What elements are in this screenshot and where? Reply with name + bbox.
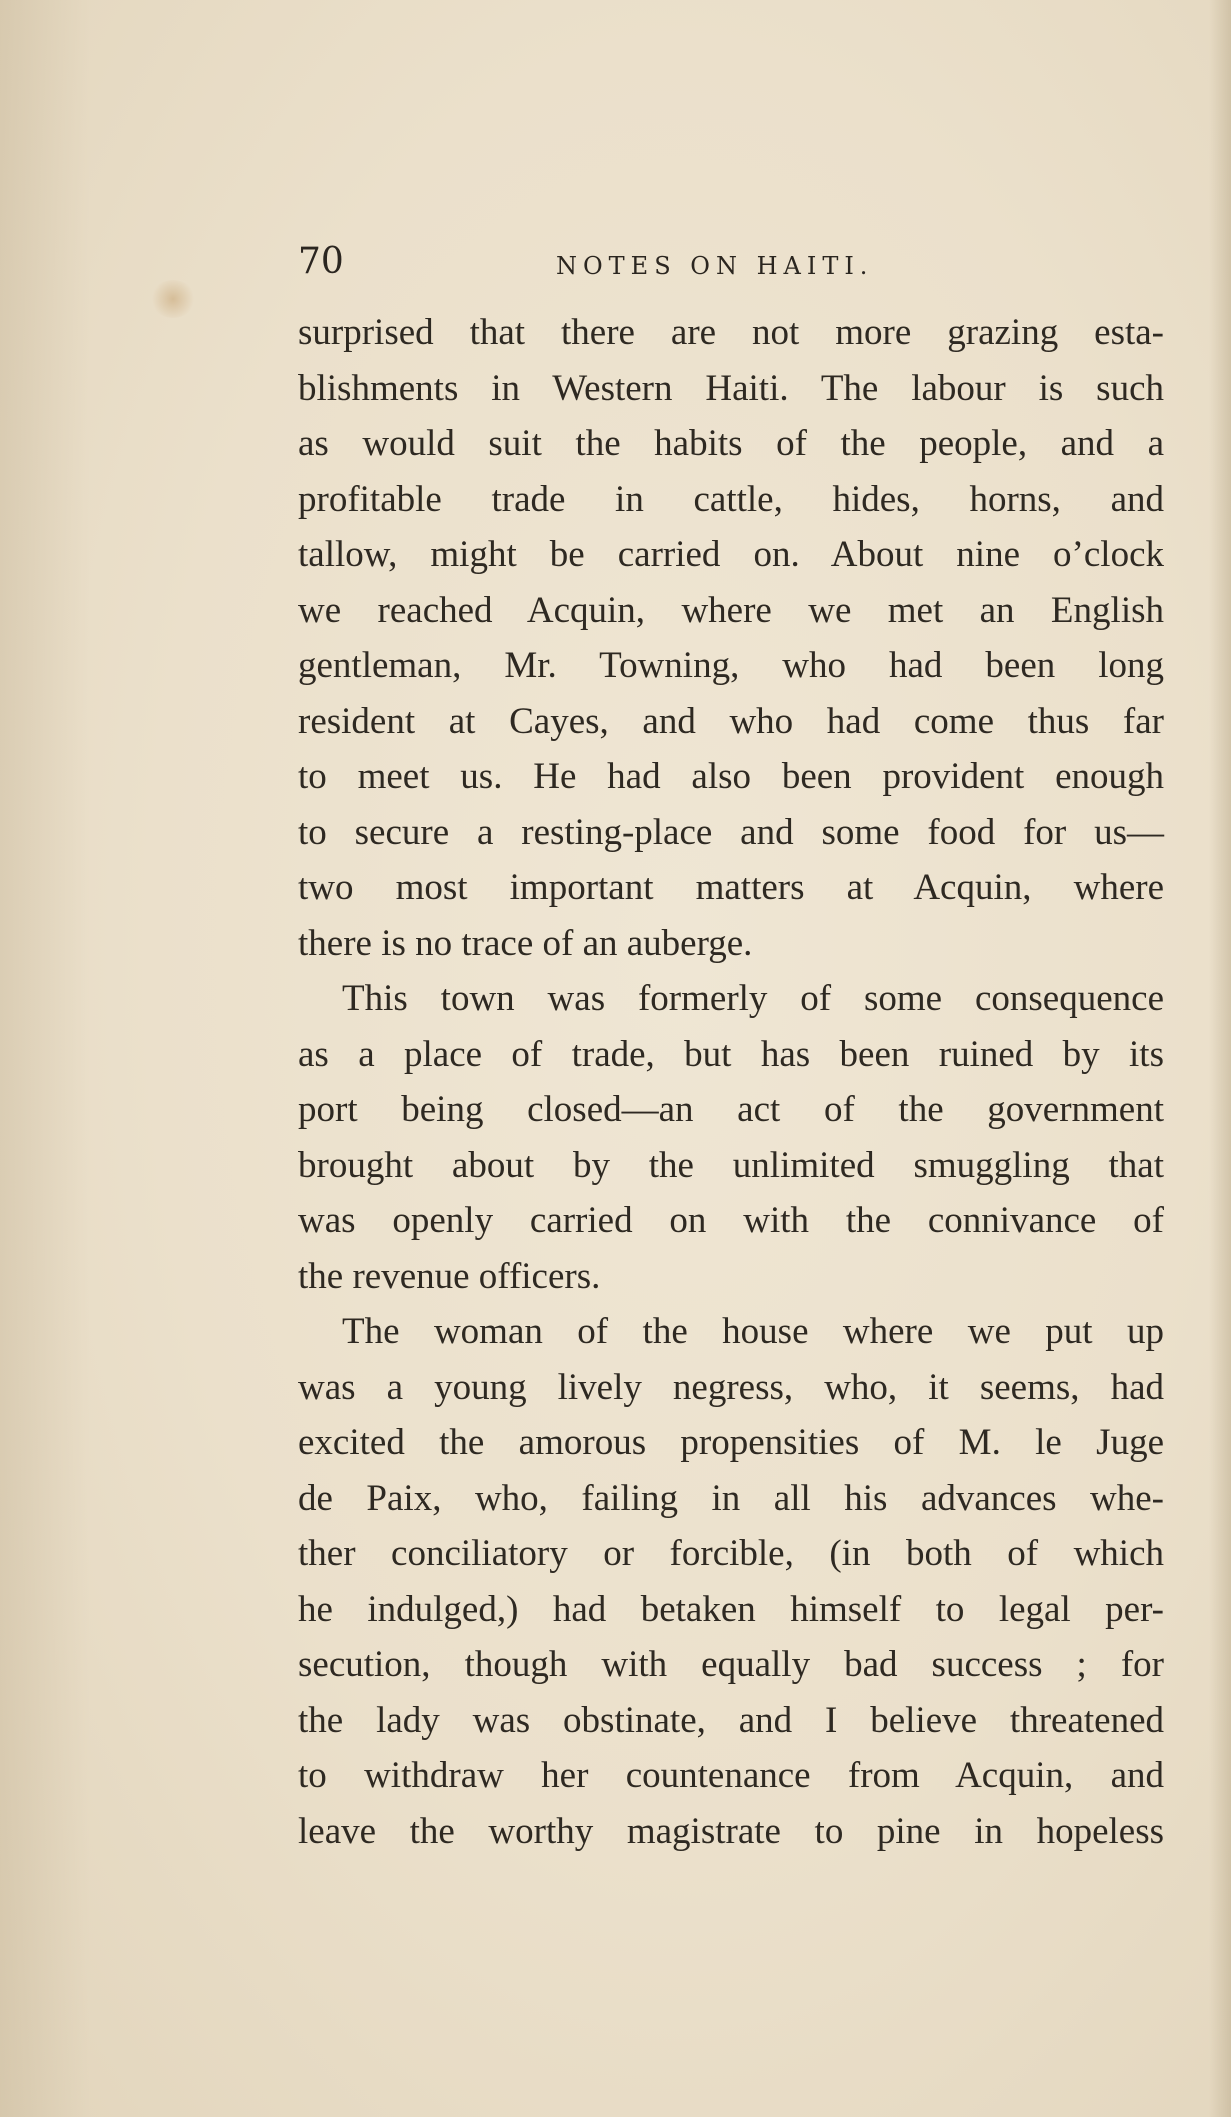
text-line: the lady was obstinate, and I believe threatened <box>298 1699 1164 1741</box>
body-text <box>298 305 1164 1859</box>
gutter-shadow <box>0 0 90 2117</box>
text-line: brought about by the unlimited smuggling that <box>298 1144 1164 1186</box>
text-line: This town was formerly of some consequence <box>342 978 1164 1019</box>
text-line: as a place of trade, but has been ruined by its <box>298 1033 1164 1075</box>
text-line: gentleman, Mr. Towning, who had been long <box>298 645 1164 686</box>
page-edge <box>1209 0 1231 2117</box>
text-line: the revenue officers. <box>298 1255 601 1297</box>
text-line: ther conciliatory or forcible, (in both of which <box>298 1533 1164 1574</box>
text-line: to withdraw her countenance from Acquin, and <box>298 1755 1164 1796</box>
text-line: The woman of the house where we put up <box>342 1311 1164 1352</box>
foxing-stain <box>150 280 196 318</box>
text-line: resident at Cayes, and who had come thus far <box>298 700 1164 742</box>
text-line: surprised that there are not more grazing esta- <box>298 312 1164 353</box>
text-line: two most important matters at Acquin, where <box>298 867 1164 908</box>
text-line: excited the amorous propensities of M. le Juge <box>298 1422 1164 1463</box>
text-line: to meet us. He had also been provident enough <box>298 756 1164 797</box>
text-line: to secure a resting-place and some food for us— <box>298 811 1164 853</box>
text-line: tallow, might be carried on. About nine o’clock <box>298 534 1164 575</box>
running-header <box>298 232 1168 292</box>
text-line: de Paix, who, failing in all his advances whe- <box>298 1477 1164 1519</box>
text-line: he indulged,) had betaken himself to legal per- <box>298 1588 1164 1630</box>
text-line: was a young lively negress, who, it seems, had <box>298 1366 1164 1408</box>
text-line: secution, though with equally bad success ; for <box>298 1644 1164 1685</box>
running-title: NOTES ON HAITI. <box>556 252 874 280</box>
text-line: as would suit the habits of the people, and a <box>298 423 1164 464</box>
page-number: 70 <box>298 241 344 282</box>
text-line: was openly carried on with the connivance of <box>298 1200 1164 1241</box>
text-line: leave the worthy magistrate to pine in hopeless <box>298 1810 1164 1852</box>
text-line: we reached Acquin, where we met an English <box>298 589 1164 631</box>
text-line: profitable trade in cattle, hides, horns, and <box>298 478 1164 520</box>
text-line: there is no trace of an auberge. <box>298 922 753 964</box>
text-line: port being closed—an act of the government <box>298 1089 1164 1130</box>
text-line: blishments in Western Haiti. The labour is such <box>298 367 1164 409</box>
